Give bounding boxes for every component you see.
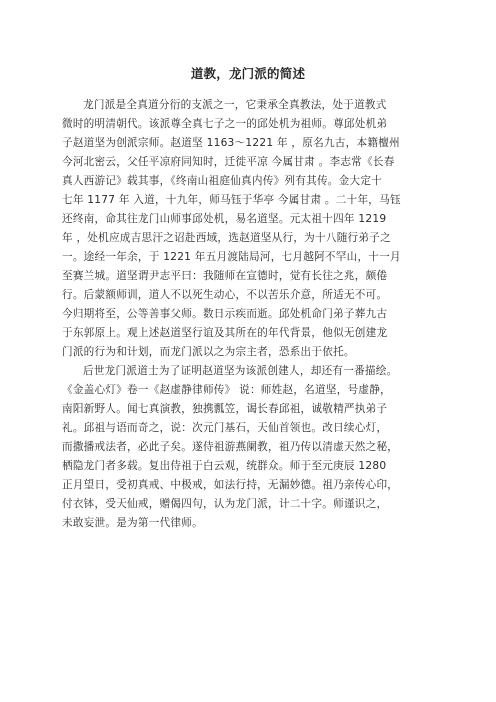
body-line: 龙门派是全真道分衍的支派之一，它秉承全真教法，处于道教式: [83, 99, 387, 111]
body-line: 行。后蒙额师训，道人不以死生动心，不以苦乐介意，所适无不可。: [62, 289, 388, 301]
body-line: 今河北密云，父任平凉府同知时，迁徙平凉 今属甘肃 。李志常《长春: [62, 156, 395, 168]
body-line: 真人西游记》载其事，《终南山祖庭仙真内传》列有其传。金大定十: [62, 175, 383, 187]
body-line: 门派的行为和计划，而龙门派以之为宗主者，恐系出于依托。: [62, 346, 355, 358]
document-title: 道教，龙门派的简述: [190, 66, 306, 81]
body-line: 《金盖心灯》卷一《赵虚静律师传》 说：师姓赵，名道坚，号虚静，: [62, 384, 391, 396]
body-line: 七年 1177 年 入道，十九年，师马钰于华亭 今属甘肃 。二十年，马钰: [62, 194, 401, 206]
body-line: 栖隐龙门者多载。复出侍祖于白云观，统群众。师于至元庚辰 1280: [62, 460, 387, 472]
body-line: 年 ，处机应成吉思汗之诏赴西域，选赵道坚从行，为十八随行弟子之: [62, 232, 391, 244]
body-line: 于东郭原上。观上述赵道坚行谊及其所在的年代背景，他似无创建龙: [62, 327, 388, 339]
body-line: 子赵道坚为创派宗师。赵道坚 1163～1221 年 ，原名九古，本籍檀州: [62, 137, 400, 149]
body-line: 还终南，命其往龙门山师事邱处机，易名道坚。元太祖十四年 1219: [62, 213, 387, 225]
body-line: 付衣钵，受天仙戒，赠偈四句，认为龙门派，计二十字。师谨识之，: [62, 498, 388, 510]
body-line: 今归期将至，公等善事父师。数日示疾而逝。邱处机命门弟子葬九古: [62, 308, 388, 320]
body-line: 南阳新野人。闻七真演教，独携瓢笠，谒长春邱祖，诚敬精严执弟子: [62, 403, 388, 415]
body-line: 正月望日，受初真戒、中极戒，如法行持，无漏妙德。祖乃亲传心印，: [62, 479, 399, 491]
body-line: 一。途经一年余，于 1221 年五月渡陆局河，七月越阿不罕山，十一月: [62, 251, 401, 263]
body-line: 微时的明清朝代。该派尊全真七子之一的邱处机为祖师。尊邱处机弟: [62, 118, 388, 130]
document-body: [62, 96, 440, 533]
body-line: 后世龙门派道士为了证明赵道坚为该派创建人，却还有一番描绘。: [83, 365, 398, 377]
body-line: 至赛兰城。道坚谓尹志平曰：我随师在宣德时，觉有长往之兆，颇倦: [62, 270, 388, 282]
body-line: 礼。邱祖与语而奇之，说：次元门基石，天仙首领也。改日续心灯，: [62, 422, 388, 434]
body-line: 而撒播戒法者，必此子矣。遂侍祖游燕阑教，祖乃传以清虚天然之秘，: [62, 441, 399, 453]
body-line: 未敢妄泄。是为第一代律师。: [62, 517, 203, 529]
